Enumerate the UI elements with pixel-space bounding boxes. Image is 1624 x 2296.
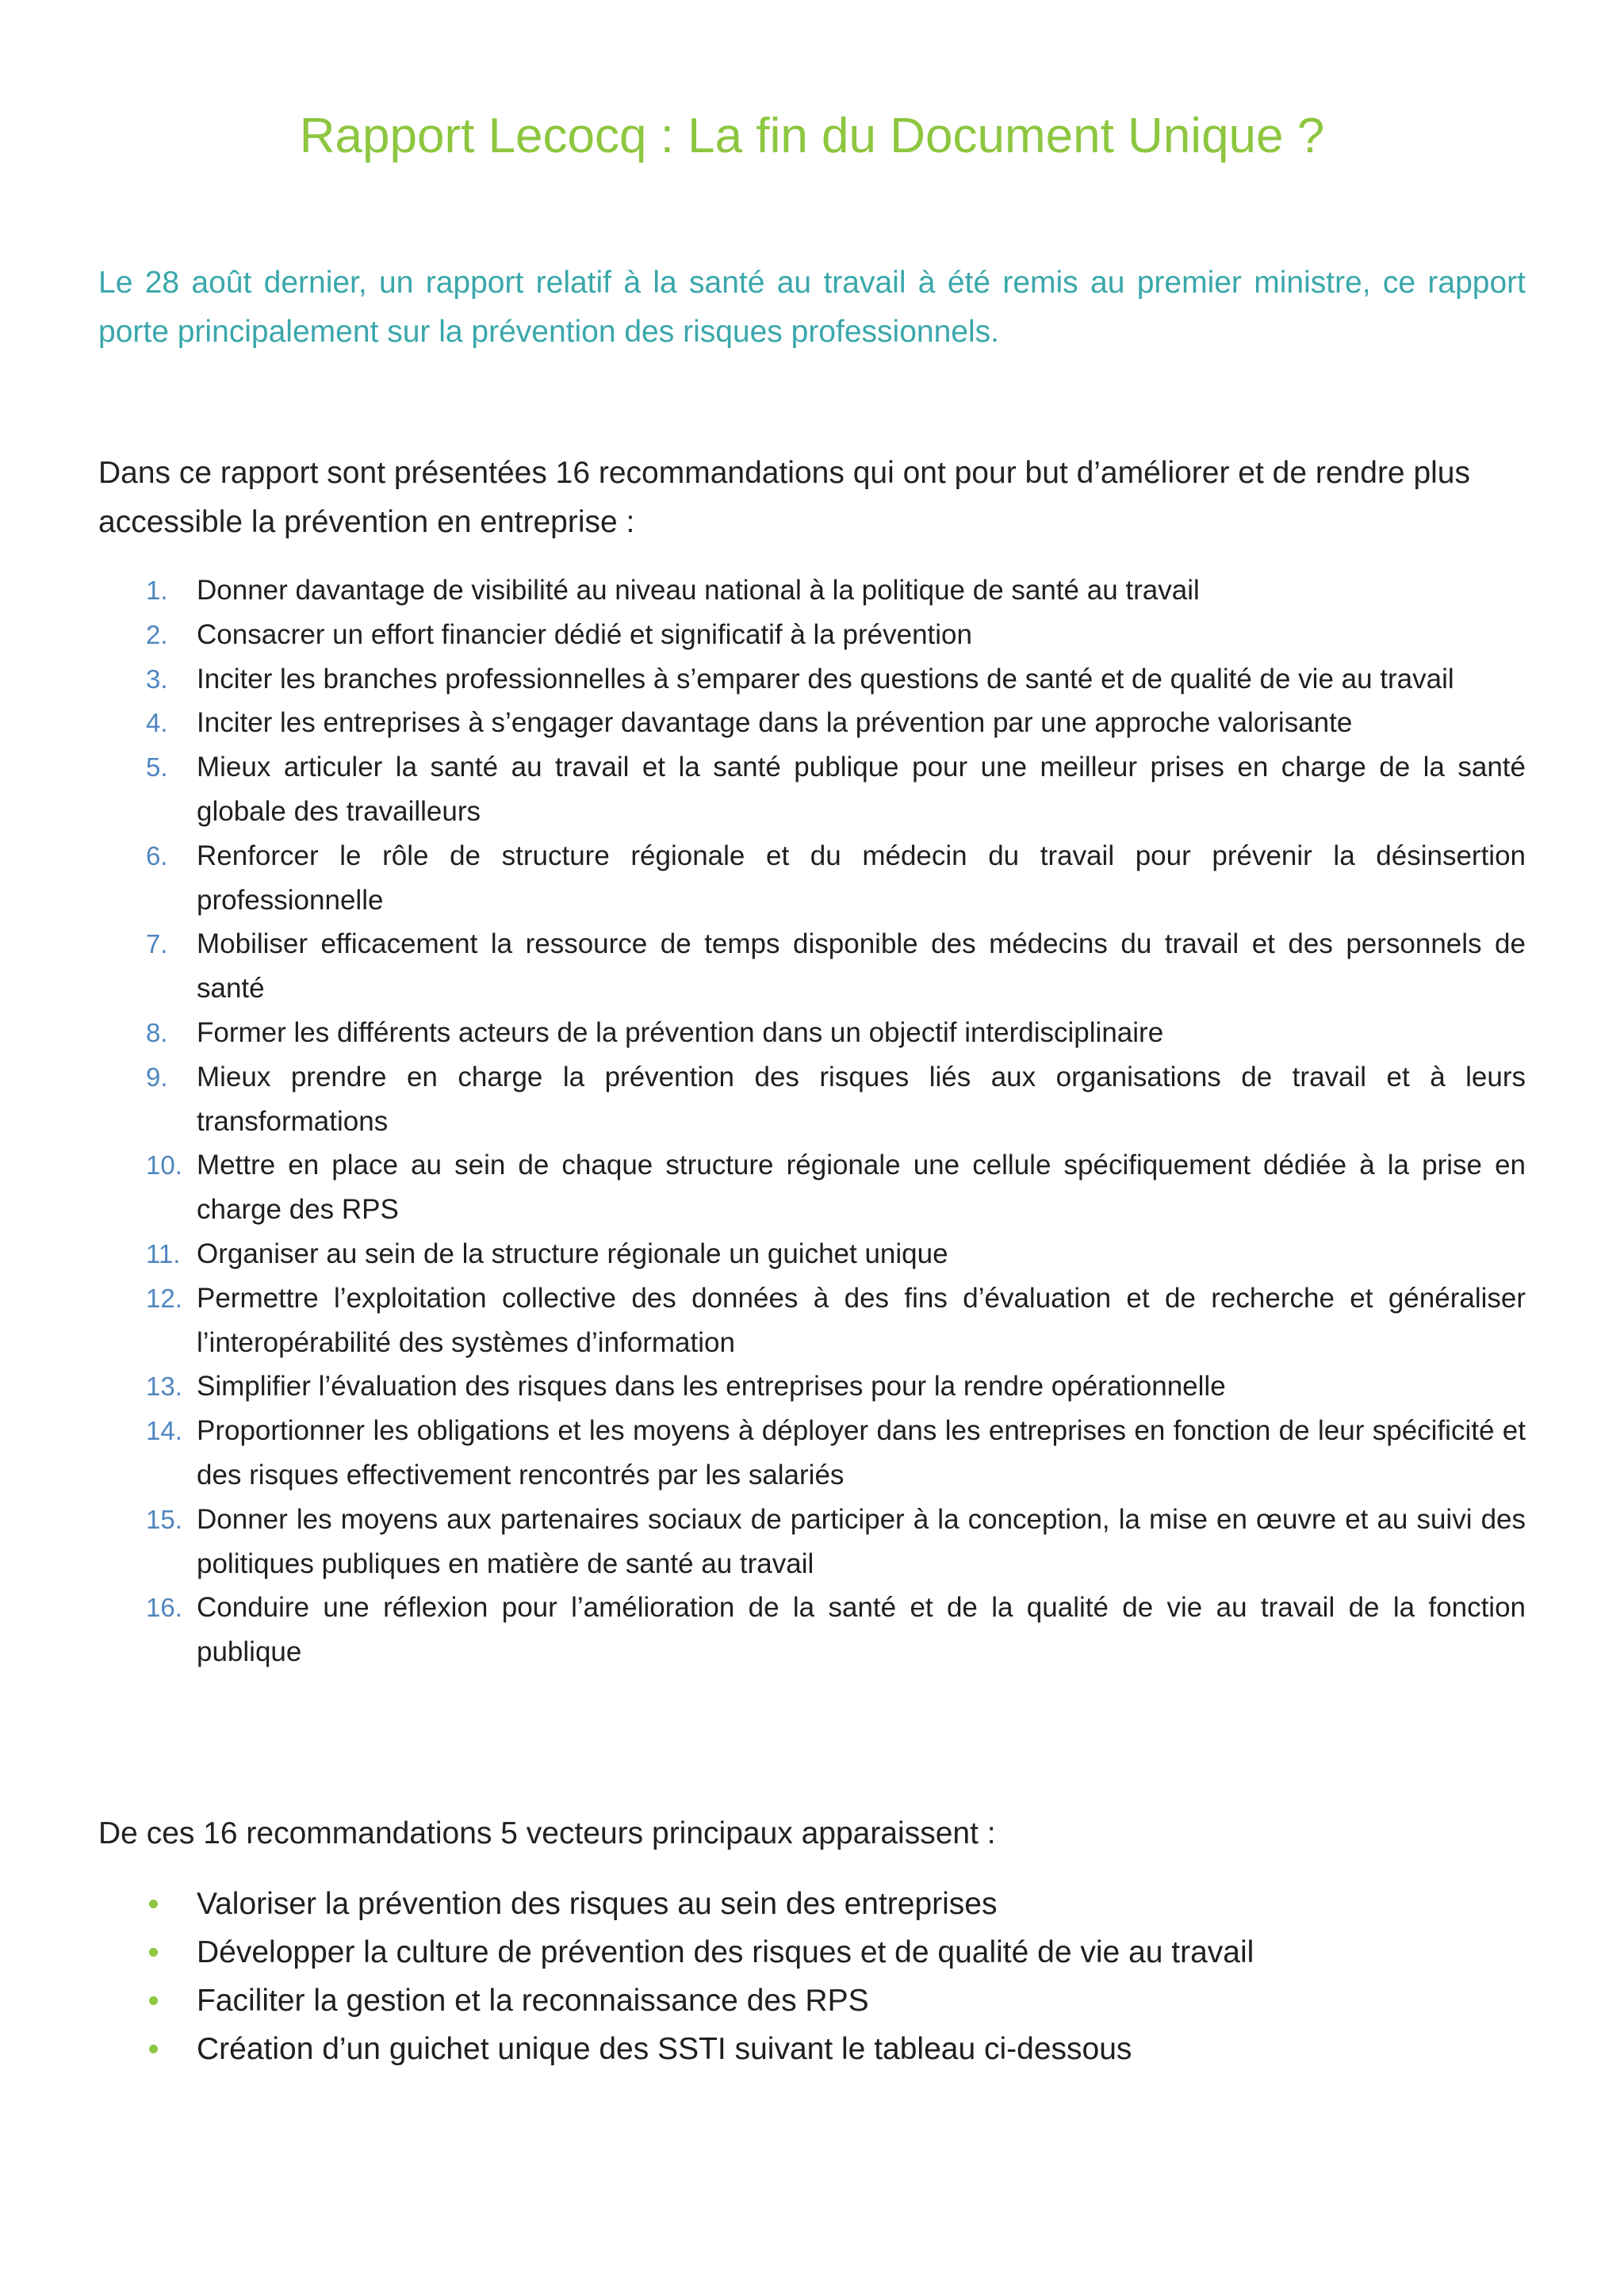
item-number: 6. — [146, 840, 168, 871]
item-number: 5. — [146, 752, 168, 783]
item-text: Consacrer un effort financier dédié et significatif à la prévention — [197, 618, 972, 650]
bullet-icon — [149, 1948, 158, 1957]
item-number: 10. — [146, 1150, 182, 1181]
item-text: Organiser au sein de la structure régionale un guichet unique — [197, 1238, 948, 1269]
item-number: 3. — [146, 664, 168, 694]
vector-text: Création d’un guichet unique des SSTI suivant le tableau ci-dessous — [197, 2032, 1132, 2066]
recommendation-item — [98, 1586, 1526, 1674]
item-number: 11. — [146, 1238, 181, 1269]
item-number: 13. — [146, 1372, 182, 1402]
item-text: Mieux prendre en charge la prévention des risques liés aux organisations de travail et à leurs transformations — [197, 1061, 1526, 1137]
vector-text: Développer la culture de prévention des risques et de qualité de vie au travail — [197, 1935, 1254, 1969]
bullet-icon — [149, 2045, 158, 2053]
item-text: Inciter les branches professionnelles à s’emparer des questions de santé et de qualité de vie au travail — [197, 663, 1454, 695]
item-text: Renforcer le rôle de structure régionale et du médecin du travail pour prévenir la désinsertion professionnelle — [197, 840, 1526, 916]
recommendation-item — [98, 1498, 1526, 1586]
recommendation-item — [98, 1409, 1526, 1498]
page-title: Rapport Lecocq : La fin du Document Unique ? — [299, 109, 1325, 163]
item-text: Donner davantage de visibilité au niveau national à la politique de santé au travail — [197, 575, 1200, 606]
item-text: Permettre l’exploitation collective des données à des fins d’évaluation et de recherche et généraliser l’interopérabilité des systèmes d’information — [197, 1282, 1526, 1358]
vector-text: Faciliter la gestion et la reconnaissance des RPS — [197, 1984, 869, 2018]
item-text: Donner les moyens aux partenaires sociaux de participer à la conception, la mise en œuvre et au suivi des politiques publiques en matière de santé au travail — [197, 1503, 1526, 1579]
item-number: 8. — [146, 1017, 168, 1047]
item-text: Former les différents acteurs de la prévention dans un objectif interdisciplinaire — [197, 1016, 1164, 1048]
recommendation-item — [98, 701, 1526, 745]
recommendations-list — [98, 568, 1526, 1674]
item-text: Conduire une réflexion pour l’amélioration de la santé et de la qualité de vie au travail de la fonction publique — [197, 1592, 1526, 1668]
item-text: Mettre en place au sein de chaque structure régionale une cellule spécifiquement dédiée à la prise en charge des RPS — [197, 1150, 1526, 1226]
item-number: 14. — [146, 1416, 182, 1446]
recommendation-item — [98, 657, 1526, 702]
item-number: 7. — [146, 929, 168, 959]
item-number: 12. — [146, 1283, 182, 1313]
recommendation-item — [98, 745, 1526, 834]
item-text: Mieux articuler la santé au travail et la santé publique pour une meilleur prises en charge de la santé globale des travailleurs — [197, 752, 1526, 827]
vectors-list — [98, 1880, 1526, 2073]
bullet-icon — [149, 1996, 158, 2005]
item-text: Inciter les entreprises à s’engager davantage dans la prévention par une approche valorisante — [197, 707, 1353, 739]
vector-text: Valoriser la prévention des risques au sein des entreprises — [197, 1887, 998, 1921]
item-text: Simplifier l’évaluation des risques dans les entreprises pour la rendre opérationnelle — [197, 1371, 1226, 1402]
bullet-icon — [149, 1900, 158, 1908]
item-number: 16. — [146, 1593, 182, 1623]
recommendation-item — [98, 1276, 1526, 1365]
item-number: 1. — [146, 576, 168, 605]
item-number: 15. — [146, 1504, 182, 1534]
item-text: Mobiliser efficacement la ressource de temps disponible des médecins du travail et des personnels de santé — [197, 928, 1526, 1004]
recommendation-item — [98, 1143, 1526, 1232]
vector-item — [98, 1880, 1526, 1928]
recommendation-item — [98, 1055, 1526, 1144]
recommendation-item — [98, 834, 1526, 923]
recommendation-item — [98, 613, 1526, 657]
vector-item — [98, 2025, 1526, 2073]
vectors-lead: De ces 16 recommandations 5 vecteurs principaux apparaissent : — [98, 1816, 996, 1850]
recommendation-item — [98, 922, 1526, 1011]
recommendation-item — [98, 568, 1526, 613]
vector-item — [98, 1976, 1526, 2025]
item-number: 9. — [146, 1062, 168, 1092]
recommendation-item — [98, 1011, 1526, 1055]
recommendation-item — [98, 1364, 1526, 1409]
recommendation-item — [98, 1232, 1526, 1276]
item-number: 4. — [146, 708, 168, 738]
vector-item — [98, 1928, 1526, 1976]
recommendations-lead: Dans ce rapport sont présentées 16 recommandations qui ont pour but d’améliorer et de rendre plus accessible la prévention en entreprise : — [98, 456, 1470, 539]
item-text: Proportionner les obligations et les moyens à déployer dans les entreprises en fonction de leur spécificité et des risques effectivement rencontrés par les salariés — [197, 1415, 1526, 1490]
intro-paragraph: Le 28 août dernier, un rapport relatif à la santé au travail à été remis au premier ministre, ce rapport porte principalement sur la prévention des risques professionnels. — [98, 266, 1526, 349]
item-number: 2. — [146, 619, 168, 649]
